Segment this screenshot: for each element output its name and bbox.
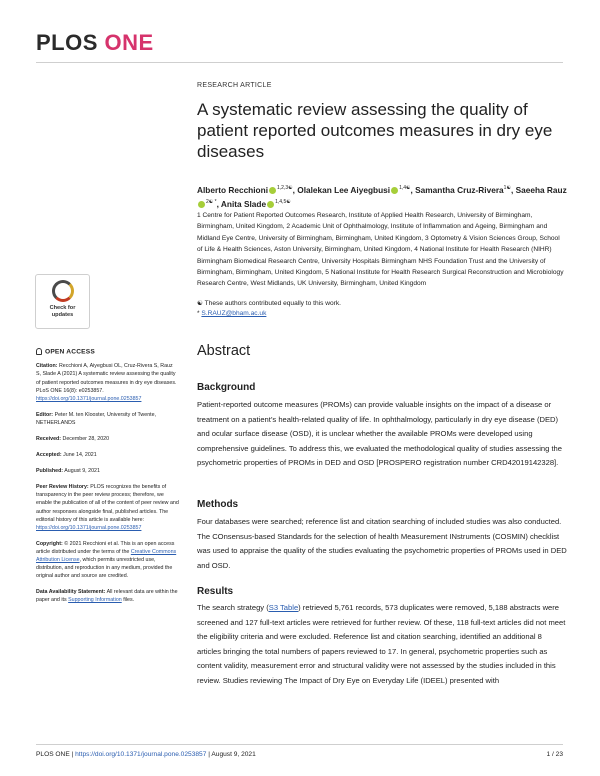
author-affiliation-marks: 1,2,3☯ [277,185,293,191]
author-name[interactable]: Saeeha Rauz [515,184,567,195]
editor-block: Editor: Peter M. ten Klooster, University of Twente, NETHERLANDS [36,411,157,426]
peer-review-block: Peer Review History: PLOS recognizes the benefits of transparency in the peer review process; therefore, we enable the publication of all of the content of peer review and author responses alongside final, published articles. The editorial history of this article is available here: https://doi.org/10.1371/journal.pone.0253857 [36,484,179,531]
journal-logo [36,30,154,56]
footer-doi-link[interactable]: https://doi.org/10.1371/journal.pone.0253857 [75,751,207,758]
author-name[interactable]: Samantha Cruz-Rivera [415,184,504,195]
orcid-icon[interactable] [267,201,274,208]
check-updates-label: Check for updates [49,305,76,318]
author-separator: , [216,198,221,209]
copyright-block: Copyright: © 2021 Recchioni et al. This is an open access article distributed under the terms of the Creative Commons Attribution License, which permits unrestricted use, distribution, and reproduction in any medium, provided the original author and source are credited. [36,540,177,580]
orcid-icon[interactable] [391,187,398,194]
peer-review-link[interactable]: https://doi.org/10.1371/journal.pone.0253857 [36,524,142,531]
methods-text: Four databases were searched; reference list and citation searching of included studies was also conducted. The COnsensus-based Standards for the selection of health Measurement INstruments (COSMIN) checklist was used to appraise the quality of the studies evaluating the psychometric properties of PROMs used in DED and OSD. [197,517,567,570]
article-type: RESEARCH ARTICLE [197,82,272,89]
author-notes [197,299,567,319]
check-for-updates-badge[interactable] [35,274,90,329]
methods-heading: Methods [197,499,239,510]
affiliations: 1 Centre for Patient Reported Outcomes Research, Institute of Applied Health Research, University of Birmingham, Birmingham, United Kingdom, 2 Academic Unit of Ophthalmology, Institute of Inflammation and Ageing, Birmingham and Midland Eye Centre, University of Birmingham, Birmingham, United Kingdom, 3 Optometry & Vision Sciences Group, School of Life & Health Sciences, Aston University, Birmingham, United Kingdom, 4 National Institute for Health Research (NIHR) Birmingham Biomedical Research Centre, University Hospitals Birmingham NHS Foundation Trust and the University of Birmingham, Birmingham, United Kingdom, 5 National Institute for Health Research Surgical Reconstruction and Microbiology Research Centre, West Midlands, UK University, Birmingham, United Kingdom [197,212,564,288]
license-link[interactable]: Creative Commons Attribution License [36,548,177,564]
citation-doi-link[interactable]: https://doi.org/10.1371/journal.pone.0253857 [36,395,142,402]
citation-block: Citation: Recchioni A, Aiyegbusi OL, Cruz-Rivera S, Rauz S, Slade A (2021) A systematic review assessing the quality of patient reported outcomes measures in dry eye diseases. PLoS ONE 16(8): e0253857. https://doi.org/10.1371/journal.pone.0253857 [36,363,177,402]
author-separator: , [292,184,298,195]
header-divider [36,62,563,63]
article-title: A systematic review assessing the quality of patient reported outcomes measures in dry eye diseases [197,100,553,161]
author-name[interactable]: Anita Slade [220,198,267,209]
data-availability-block: Data Availability Statement: All relevant data are within the paper and its Supporting Information files. [36,589,178,604]
corresponding-author-note [197,309,567,319]
corresponding-email-link[interactable]: S.RAUZ@bham.ac.uk [201,310,267,317]
brand-plos: PLOS [36,30,98,55]
background-text: Patient-reported outcome measures (PROMs) can provide valuable insights on the impact of a disease or treatment on a patient’s health-related quality of life. In ophthalmology, particularly in dry eye disease (DED) and ocular surface disease (OSD), it is unclear whether the available PROMs were developed using comprehensive guidelines. To address this, we evaluated the methodological quality of studies assessing the psychometric properties of PROMs in DED and OSD [PROSPERO registration number CRD42019142328]. [197,400,562,468]
author-separator: , [410,184,416,195]
equal-contribution-note: ☯ These authors contributed equally to this work. [197,300,341,307]
author-affiliation-marks: 2☯ * [206,198,217,205]
published-date: Published: August 9, 2021 [36,468,100,475]
orcid-icon[interactable] [198,201,205,208]
author-affiliation-marks: 1☯ [503,185,511,191]
results-text: The search strategy (S3 Table) retrieved 5,761 records, 573 duplicates were removed, 5,188 abstracts were screened and 127 full-text articles were retrieved for further review. Of these, 118 full-text articles did not meet the eligibility criteria and were excluded. Reference list and citation searching, identified an additional 8 articles bringing the total numbers of papers reviewed to 17. In general, psychometric properties such as content validity, measurement error and structural validity were not assessed by the studies included in this review. Studies reviewing The Impact of Dry Eye on Everyday Life (IDEEL) presented with [197,603,566,685]
open-lock-icon [36,348,42,355]
author-affiliation-marks: 1,4,5☯ [275,198,291,205]
page-number: 1 / 23 [546,751,563,758]
received-date: Received: December 28, 2020 [36,436,110,442]
open-access-label: OPEN ACCESS [45,348,95,356]
footer-divider [36,744,563,745]
supporting-information-link[interactable]: Supporting Information [68,597,122,604]
brand-one: ONE [104,30,154,55]
author-name[interactable]: Alberto Recchioni [197,184,268,195]
author-name[interactable]: Olalekan Lee Aiyegbusi [297,184,391,195]
corresponding-mark: * [197,310,200,317]
author-separator: , [510,184,516,195]
s3-table-link[interactable]: S3 Table [268,603,299,612]
footer-date: August 9, 2021 [211,751,256,758]
article-metadata-column [36,348,179,613]
page-footer: PLOS ONE | https://doi.org/10.1371/journal.pone.0253857 | August 9, 2021 [36,751,256,758]
abstract-heading: Abstract [197,343,251,359]
author-list [197,182,567,210]
results-heading: Results [197,586,234,597]
check-updates-icon [52,280,74,302]
open-access-row [36,348,179,356]
footer-journal: PLOS ONE [36,751,70,758]
background-heading: Background [197,382,256,393]
accepted-date: Accepted: June 14, 2021 [36,452,97,459]
orcid-icon[interactable] [269,187,276,194]
author-affiliation-marks: 1,4☯ [399,185,411,191]
